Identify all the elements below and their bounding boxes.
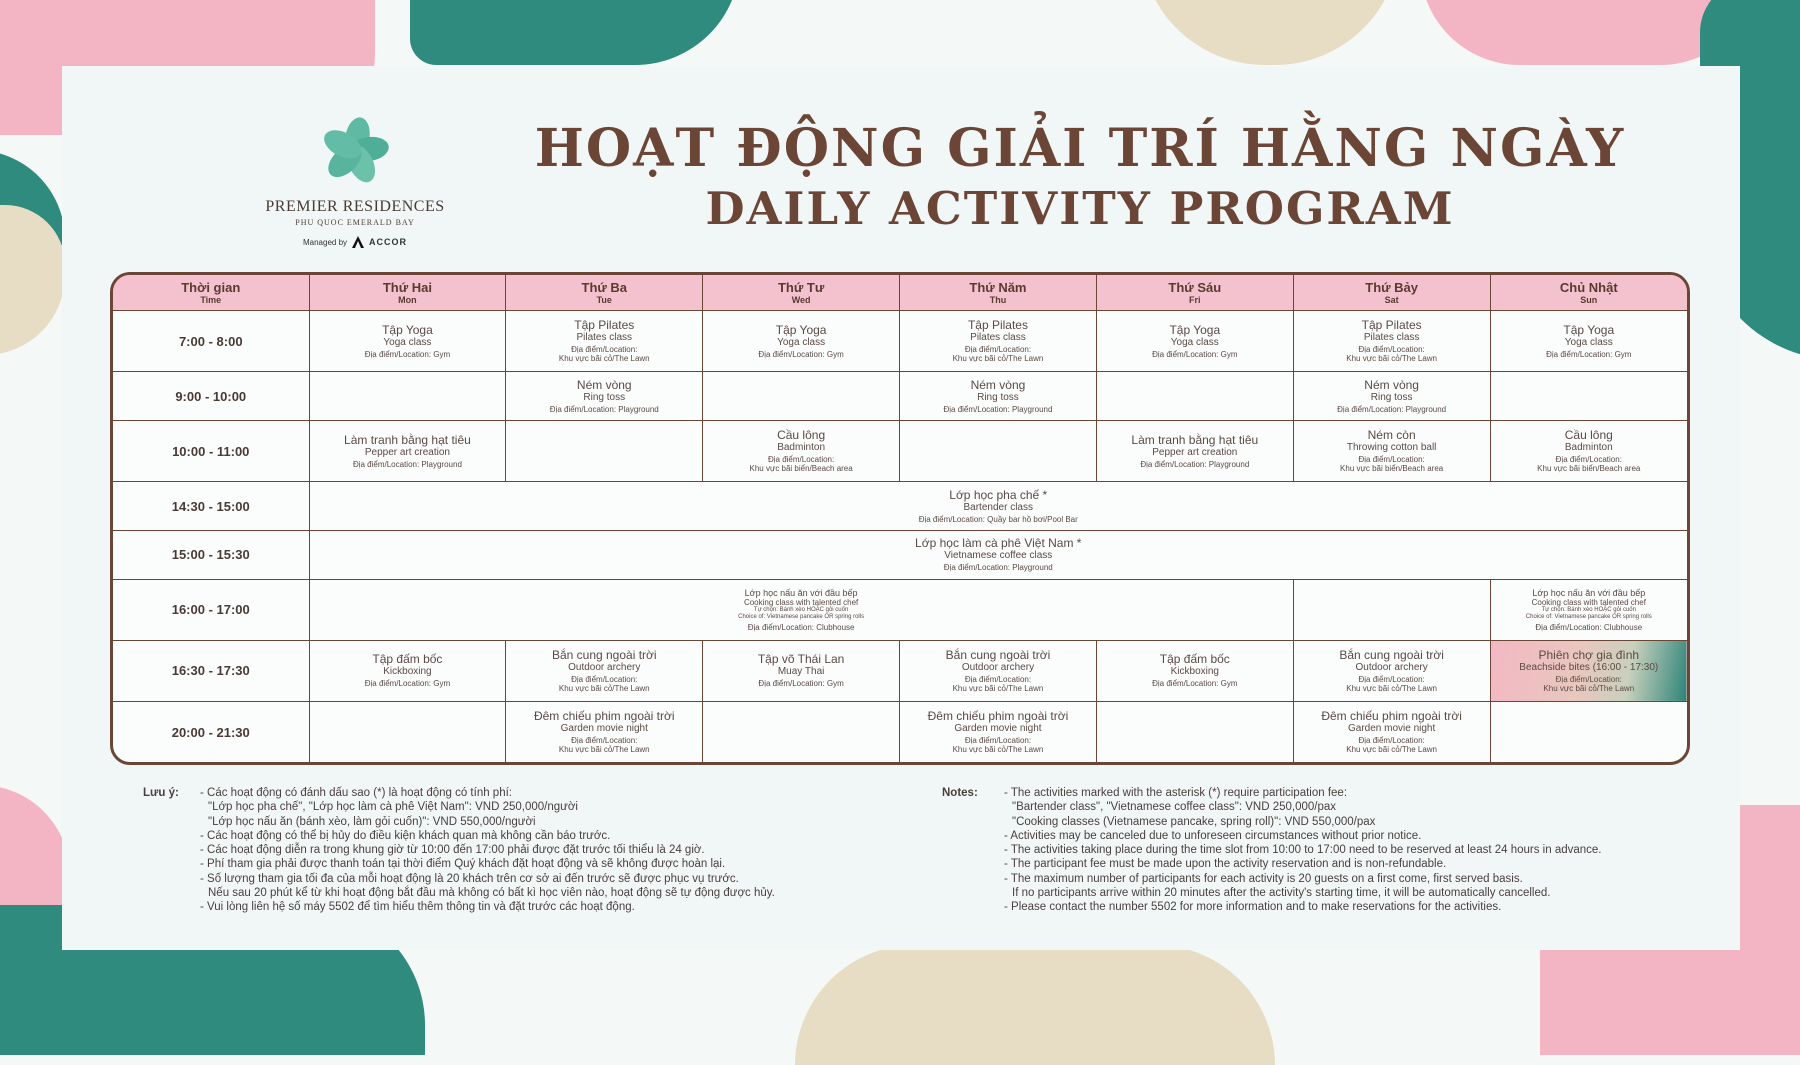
brand-name: PREMIER RESIDENCES bbox=[265, 198, 445, 215]
header-thu: Thứ Năm Thu bbox=[900, 275, 1097, 311]
note-line: "Bartender class", "Vietnamese coffee class": VND 250,000/pax bbox=[1012, 801, 1337, 814]
note-line: - Phí tham gia phải được thanh toán tại thời điểm Quý khách đặt hoạt động và sẽ không được hoàn lại. bbox=[200, 858, 726, 871]
activity-cell-coffee: Lớp học làm cà phê Việt Nam * Vietnamese coffee class Địa điểm/Location: Playground bbox=[309, 530, 1687, 579]
note-line: Nếu sau 20 phút kể từ khi hoạt động bắt đầu mà không có bất kì học viên nào, hoạt động sẽ tự động được hủy. bbox=[208, 887, 775, 900]
activity-cell: Ném vòng Ring toss Địa điểm/Location: Playground bbox=[900, 372, 1097, 421]
note-line: "Lớp học nấu ăn (bánh xèo, làm gỏi cuốn)": VND 550,000/người bbox=[208, 815, 536, 828]
activity-cell: Cầu lông Badminton Địa điểm/Location: Khu vực bãi biển/Beach area bbox=[1490, 420, 1687, 481]
activity-cell: Đêm chiếu phim ngoài trời Garden movie night Địa điểm/Location: Khu vực bãi cỏ/The Lawn bbox=[506, 702, 703, 763]
time-cell: 7:00 - 8:00 bbox=[113, 311, 309, 372]
table-row bbox=[113, 530, 1687, 579]
header-mon: Thứ Hai Mon bbox=[309, 275, 506, 311]
title-vietnamese: HOẠT ĐỘNG GIẢI TRÍ HẰNG NGÀY bbox=[534, 118, 1626, 179]
header-sat: Thứ Bảy Sat bbox=[1293, 275, 1490, 311]
activity-cell: Ném vòng Ring toss Địa điểm/Location: Playground bbox=[1293, 372, 1490, 421]
managed-by bbox=[250, 235, 460, 249]
note-line: - Các hoạt động có thể bị hủy do điều kiện khách quan mà không cần báo trước. bbox=[200, 829, 611, 842]
empty-cell bbox=[703, 372, 900, 421]
header-row bbox=[113, 275, 1687, 311]
table-row bbox=[113, 579, 1687, 640]
note-line: - Please contact the number 5502 for more information and to make reservations for the activities. bbox=[1004, 901, 1502, 914]
header-tue: Thứ Ba Tue bbox=[506, 275, 703, 311]
note-line: - Vui lòng liên hệ số máy 5502 để tìm hiểu thêm thông tin và đặt trước các hoạt động. bbox=[200, 901, 635, 914]
activity-cell-cooking: Lớp học nấu ăn với đầu bếp Cooking class with talented chef Tự chọn: Bánh xèo HOẶC gỏi cuốn Choice of: Vietnamese pancake OR spring rolls Địa điểm/Location: Clubhouse bbox=[309, 579, 1293, 640]
note-line: - Số lượng tham gia tối đa của mỗi hoạt động là 20 khách trên cơ sở ai đến trước sẽ được phục vụ trước. bbox=[200, 872, 739, 885]
empty-cell bbox=[1293, 579, 1490, 640]
activity-cell: Tập Yoga Yoga class Địa điểm/Location: Gym bbox=[1096, 311, 1293, 372]
activity-cell: Đêm chiếu phim ngoài trời Garden movie night Địa điểm/Location: Khu vực bãi cỏ/The Lawn bbox=[1293, 702, 1490, 763]
table-row bbox=[113, 640, 1687, 701]
time-cell: 10:00 - 11:00 bbox=[113, 420, 309, 481]
empty-cell bbox=[506, 420, 703, 481]
activity-cell: Cầu lông Badminton Địa điểm/Location: Khu vực bãi biển/Beach area bbox=[703, 420, 900, 481]
time-cell: 20:00 - 21:30 bbox=[113, 702, 309, 763]
note-line: "Lớp học pha chế", "Lớp học làm cà phê Việt Nam": VND 250,000/người bbox=[208, 801, 578, 814]
activity-cell: Tập Pilates Pilates class Địa điểm/Location: Khu vực bãi cỏ/The Lawn bbox=[506, 311, 703, 372]
header-time: Thời gian Time bbox=[113, 275, 309, 311]
time-cell: 16:30 - 17:30 bbox=[113, 640, 309, 701]
brand-subtitle: PHU QUOC EMERALD BAY bbox=[295, 218, 415, 227]
empty-cell bbox=[1490, 702, 1687, 763]
schedule-table bbox=[110, 272, 1690, 765]
activity-cell: Làm tranh bằng hạt tiêu Pepper art creation Địa điểm/Location: Playground bbox=[1096, 420, 1293, 481]
accor-logo-icon bbox=[351, 235, 365, 249]
header-sun: Chủ Nhật Sun bbox=[1490, 275, 1687, 311]
table-row bbox=[113, 311, 1687, 372]
activity-cell: Tập Yoga Yoga class Địa điểm/Location: Gym bbox=[703, 311, 900, 372]
activity-cell: Ném vòng Ring toss Địa điểm/Location: Playground bbox=[506, 372, 703, 421]
activity-cell: Bắn cung ngoài trời Outdoor archery Địa điểm/Location: Khu vực bãi cỏ/The Lawn bbox=[900, 640, 1097, 701]
activity-cell-bartender: Lớp học pha chế * Bartender class Địa điểm/Location: Quầy bar hồ bơi/Pool Bar bbox=[309, 482, 1687, 531]
header-wed: Thứ Tư Wed bbox=[703, 275, 900, 311]
managed-by-label: Managed by bbox=[302, 237, 348, 247]
activity-cell: Tập võ Thái Lan Muay Thai Địa điểm/Location: Gym bbox=[703, 640, 900, 701]
empty-cell bbox=[309, 702, 506, 763]
activity-cell: Tập Yoga Yoga class Địa điểm/Location: Gym bbox=[309, 311, 506, 372]
activity-cell-family-market: Phiên chợ gia đình Beachside bites (16:00 - 17:30) Địa điểm/Location: Khu vực bãi cỏ/The Lawn bbox=[1490, 640, 1687, 701]
activity-cell: Tập Yoga Yoga class Địa điểm/Location: Gym bbox=[1490, 311, 1687, 372]
flower-icon bbox=[315, 115, 395, 187]
time-cell: 9:00 - 10:00 bbox=[113, 372, 309, 421]
empty-cell bbox=[1096, 372, 1293, 421]
time-cell: 14:30 - 15:00 bbox=[113, 482, 309, 531]
note-line: - Các hoạt động có đánh dấu sao (*) là hoạt động có tính phí: bbox=[200, 787, 512, 799]
activity-cell: Bắn cung ngoài trời Outdoor archery Địa điểm/Location: Khu vực bãi cỏ/The Lawn bbox=[1293, 640, 1490, 701]
empty-cell bbox=[900, 420, 1097, 481]
notes-vi-label: Lưu ý: bbox=[143, 787, 179, 799]
empty-cell bbox=[1490, 372, 1687, 421]
empty-cell bbox=[1096, 702, 1293, 763]
activity-cell: Tập Pilates Pilates class Địa điểm/Location: Khu vực bãi cỏ/The Lawn bbox=[900, 311, 1097, 372]
activity-cell: Tập đấm bốc Kickboxing Địa điểm/Location: Gym bbox=[309, 640, 506, 701]
activity-cell: Đêm chiếu phim ngoài trời Garden movie night Địa điểm/Location: Khu vực bãi cỏ/The Lawn bbox=[900, 702, 1097, 763]
note-line: If no participants arrive within 20 minutes after the activity's starting time, it will be automatically cancelled. bbox=[1012, 887, 1551, 900]
brand-logo bbox=[250, 115, 460, 249]
time-cell: 16:00 - 17:00 bbox=[113, 579, 309, 640]
activity-cell: Ném còn Throwing cotton ball Địa điểm/Location: Khu vực bãi biển/Beach area bbox=[1293, 420, 1490, 481]
time-cell: 15:00 - 15:30 bbox=[113, 530, 309, 579]
note-line: - The activities taking place during the time slot from 10:00 to 17:00 need to be reserved at least 24 hours in advance. bbox=[1004, 844, 1602, 857]
activity-cell: Tập đấm bốc Kickboxing Địa điểm/Location: Gym bbox=[1096, 640, 1293, 701]
table-row bbox=[113, 420, 1687, 481]
table-row bbox=[113, 482, 1687, 531]
bg-shape-beige-bottom bbox=[795, 945, 1275, 1065]
header-fri: Thứ Sáu Fri bbox=[1096, 275, 1293, 311]
note-line: - Các hoạt động diễn ra trong khung giờ từ 10:00 đến 17:00 phải được đặt trước tối thiểu là 24 giờ. bbox=[200, 844, 705, 857]
activity-cell: Tập Pilates Pilates class Địa điểm/Location: Khu vực bãi cỏ/The Lawn bbox=[1293, 311, 1490, 372]
bg-shape-teal-top bbox=[410, 0, 740, 65]
note-line: - The participant fee must be made upon the activity reservation and is non-refundable. bbox=[1004, 858, 1447, 871]
title-english: DAILY ACTIVITY PROGRAM bbox=[705, 182, 1455, 235]
activity-cell-cooking: Lớp học nấu ăn với đầu bếp Cooking class with talented chef Tự chọn: Bánh xèo HOẶC gỏi cuốn Choice of: Vietnamese pancake OR spring rolls Địa điểm/Location: Clubhouse bbox=[1490, 579, 1687, 640]
bg-shape-beige-top bbox=[1140, 0, 1400, 65]
note-line: - Activities may be canceled due to unforeseen circumstances without prior notice. bbox=[1004, 829, 1422, 842]
activity-cell: Làm tranh bằng hạt tiêu Pepper art creation Địa điểm/Location: Playground bbox=[309, 420, 506, 481]
table-row bbox=[113, 702, 1687, 763]
note-line: - The maximum number of participants for each activity is 20 guests on a first come, first served basis. bbox=[1004, 872, 1523, 885]
note-line: "Cooking classes (Vietnamese pancake, spring roll)": VND 550,000/pax bbox=[1012, 815, 1376, 828]
accor-label: ACCOR bbox=[369, 237, 408, 247]
empty-cell bbox=[309, 372, 506, 421]
note-line: - The activities marked with the asterisk (*) require participation fee: bbox=[1004, 787, 1348, 799]
notes-en-label: Notes: bbox=[942, 787, 978, 799]
activity-cell: Bắn cung ngoài trời Outdoor archery Địa điểm/Location: Khu vực bãi cỏ/The Lawn bbox=[506, 640, 703, 701]
table-row bbox=[113, 372, 1687, 421]
empty-cell bbox=[703, 702, 900, 763]
